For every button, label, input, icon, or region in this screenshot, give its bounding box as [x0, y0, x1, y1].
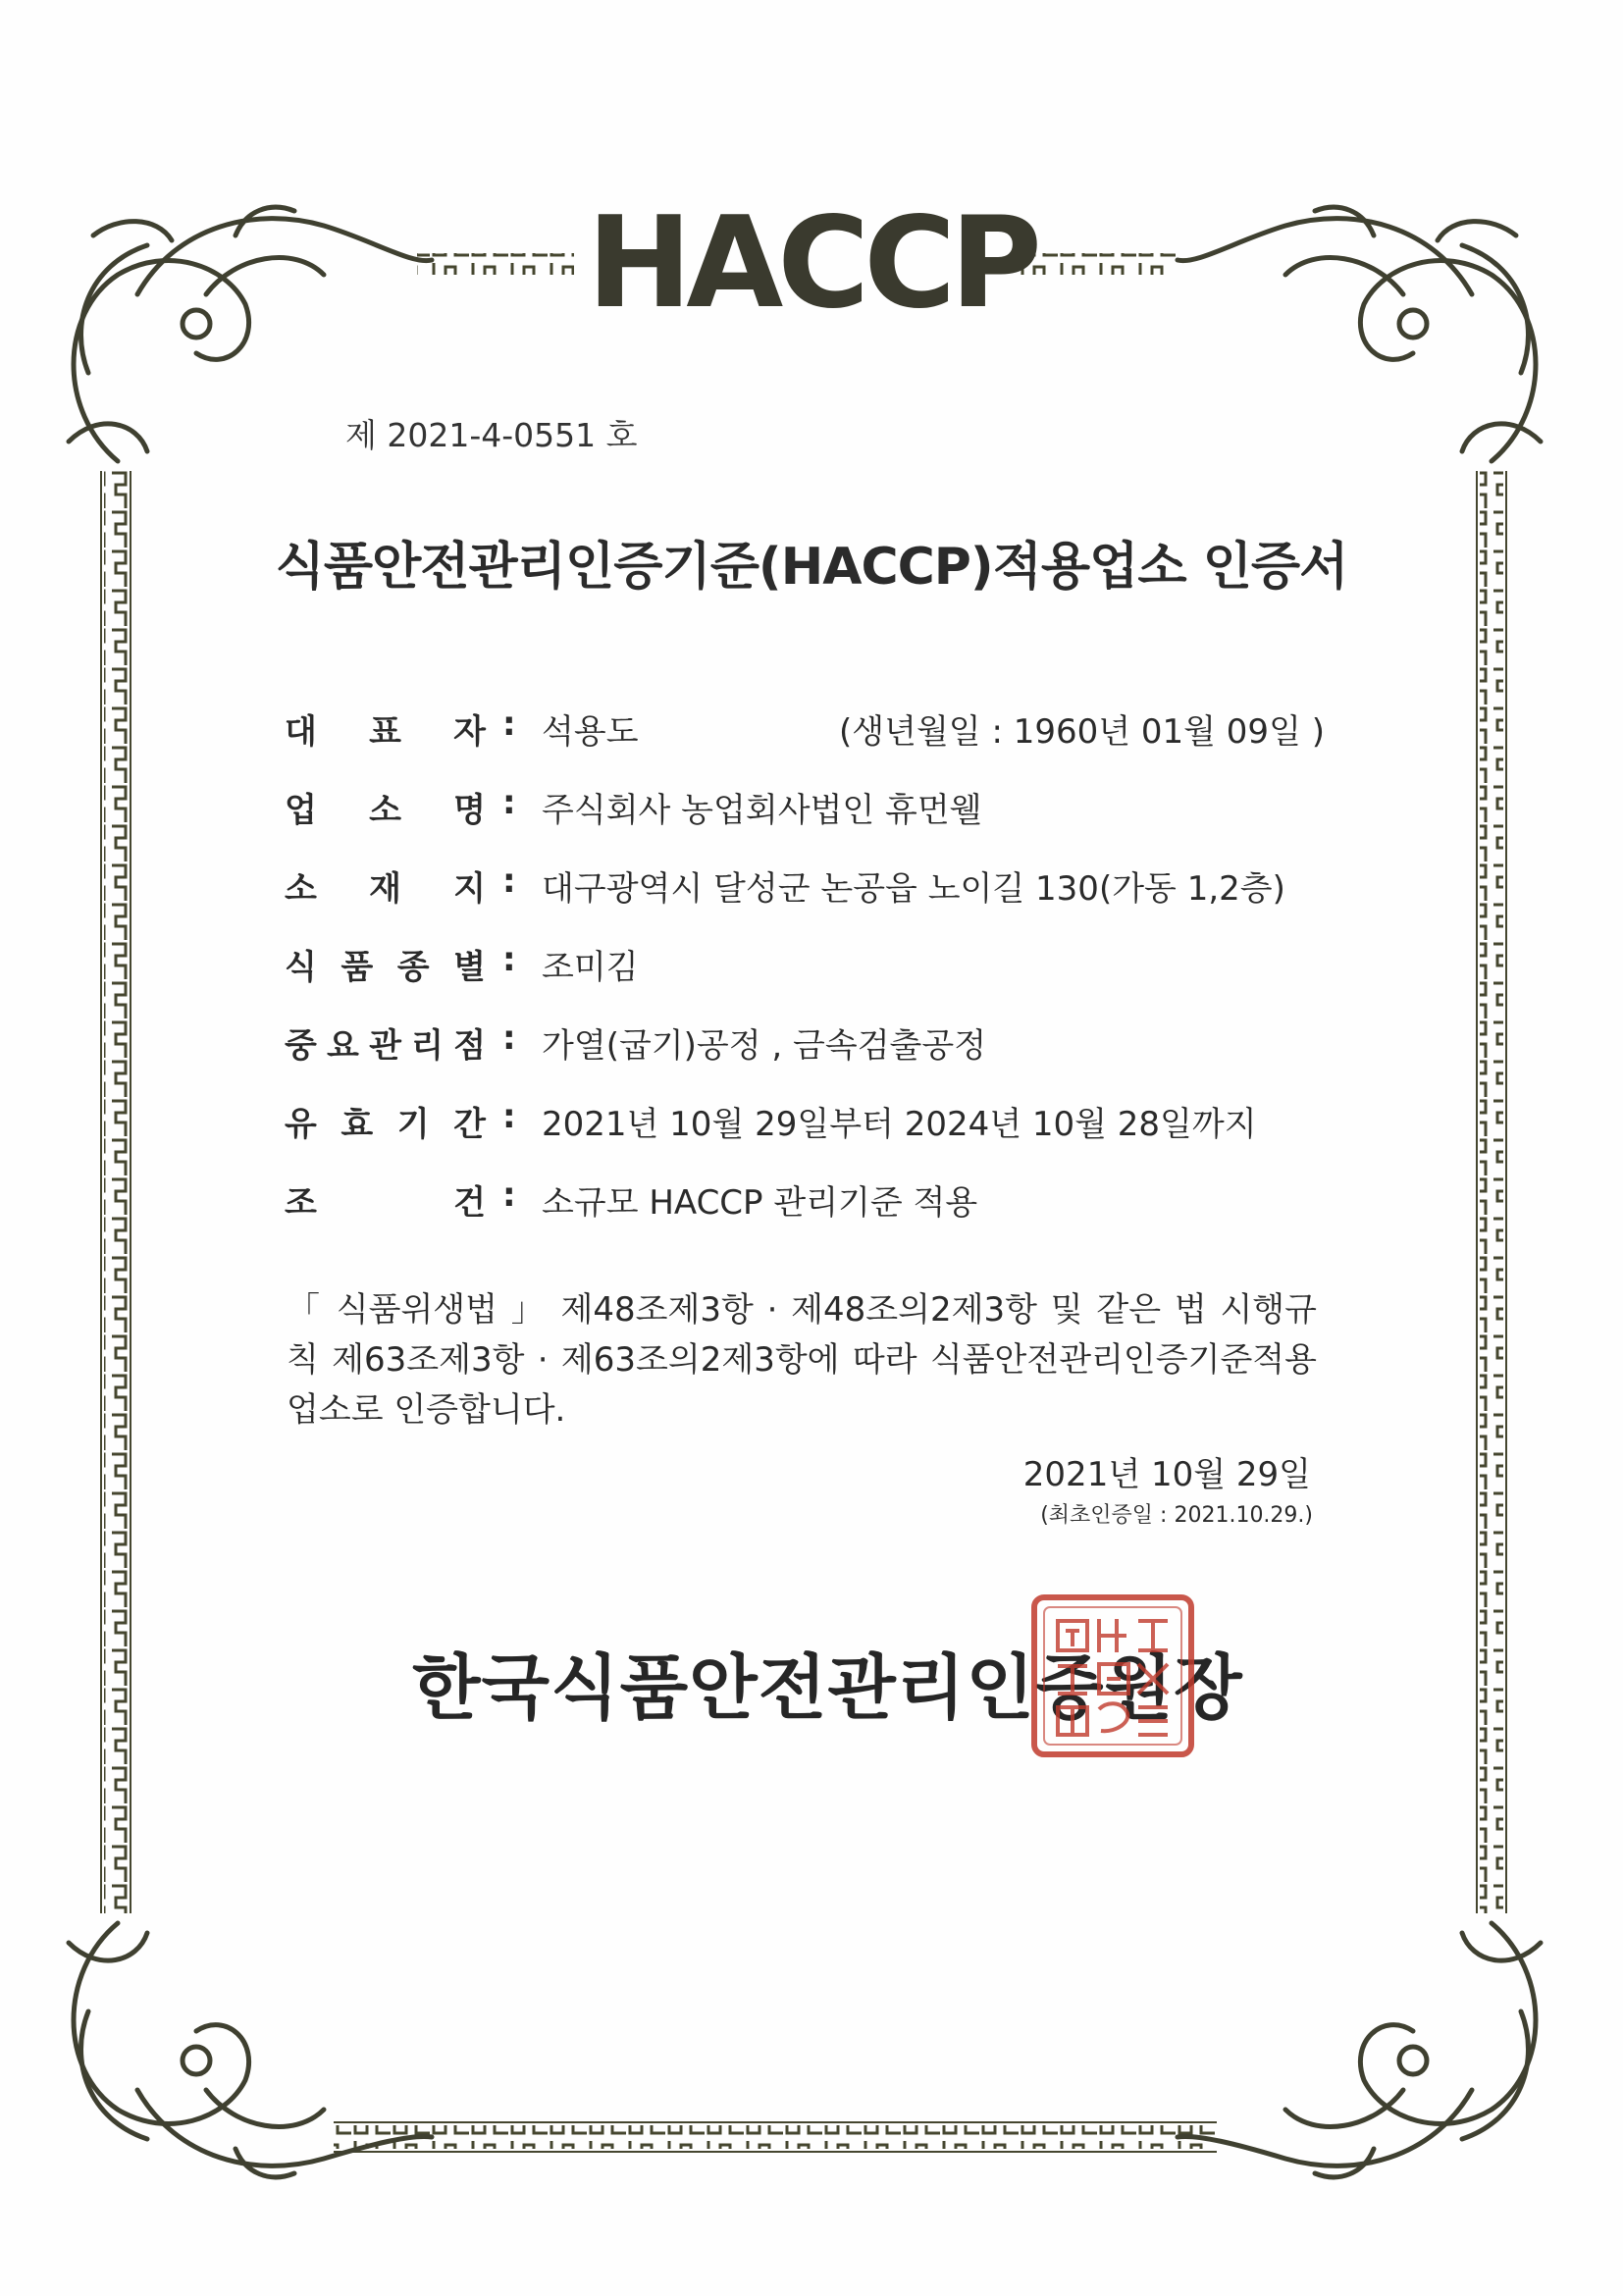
field-label: 식 품 종 별	[285, 948, 486, 987]
field-colon: :	[502, 1097, 516, 1136]
field-value: 주식회사 농업회사법인 휴먼웰	[542, 791, 982, 830]
field-value: 석용도	[542, 712, 639, 752]
field-label: 조 건	[285, 1183, 486, 1223]
certificate-number: 제 2021-4-0551 호	[345, 416, 638, 454]
field-birthdate: (생년월일 : 1960년 01월 09일 )	[839, 712, 1325, 752]
issuer-name: 한국식품안전관리인증원장	[412, 1646, 1243, 1729]
field-value: 2021년 10월 29일부터 2024년 10월 28일까지	[542, 1105, 1257, 1144]
field-value: 대구광역시 달성군 논공읍 노이길 130(가동 1,2층)	[542, 869, 1285, 909]
left-border	[104, 471, 128, 1913]
field-colon: :	[502, 861, 516, 901]
field-row-critical-control-points	[285, 1018, 1325, 1073]
issue-date: 2021년 10월 29일	[1022, 1455, 1311, 1494]
right-border	[1480, 471, 1503, 1913]
field-row-food-type	[285, 940, 1325, 995]
field-label: 유 효 기 간	[285, 1105, 486, 1144]
field-label: 소 재 지	[285, 869, 486, 909]
field-colon: :	[502, 940, 516, 979]
field-row-location	[285, 861, 1325, 916]
field-colon: :	[502, 1175, 516, 1215]
field-colon: :	[502, 783, 516, 822]
bottom-border	[334, 2125, 1217, 2149]
first-certification-date: (최초인증일 : 2021.10.29.)	[1040, 1503, 1313, 1528]
certificate-title: 식품안전관리인증기준(HACCP)적용업소 인증서	[275, 538, 1348, 597]
official-seal-stamp	[1028, 1592, 1197, 1760]
field-label: 업 소 명	[285, 791, 486, 830]
field-label: 중 요 관 리 점	[285, 1026, 486, 1066]
field-row-business-name	[285, 783, 1325, 838]
field-value: 가열(굽기)공정 , 금속검출공정	[542, 1026, 987, 1066]
field-value: 조미김	[542, 948, 639, 987]
field-row-representative	[285, 704, 1325, 759]
field-row-conditions	[285, 1175, 1325, 1230]
field-value: 소규모 HACCP 관리기준 적용	[542, 1183, 978, 1223]
field-colon: :	[502, 704, 516, 744]
field-row-validity-period	[285, 1097, 1325, 1152]
field-colon: :	[502, 1018, 516, 1058]
corner-ornament-bottom-right	[1178, 1923, 1541, 2177]
certification-statement: 「 식품위생법 」 제48조제3항 · 제48조의2제3항 및 같은 법 시행규칙 제63조제3항 · 제63조의2제3항에 따라 식품안전관리인증기준적용업소로 인증합니다.	[287, 1290, 1317, 1430]
brand-heading: HACCP	[587, 190, 1036, 337]
field-label: 대 표 자	[285, 712, 486, 752]
